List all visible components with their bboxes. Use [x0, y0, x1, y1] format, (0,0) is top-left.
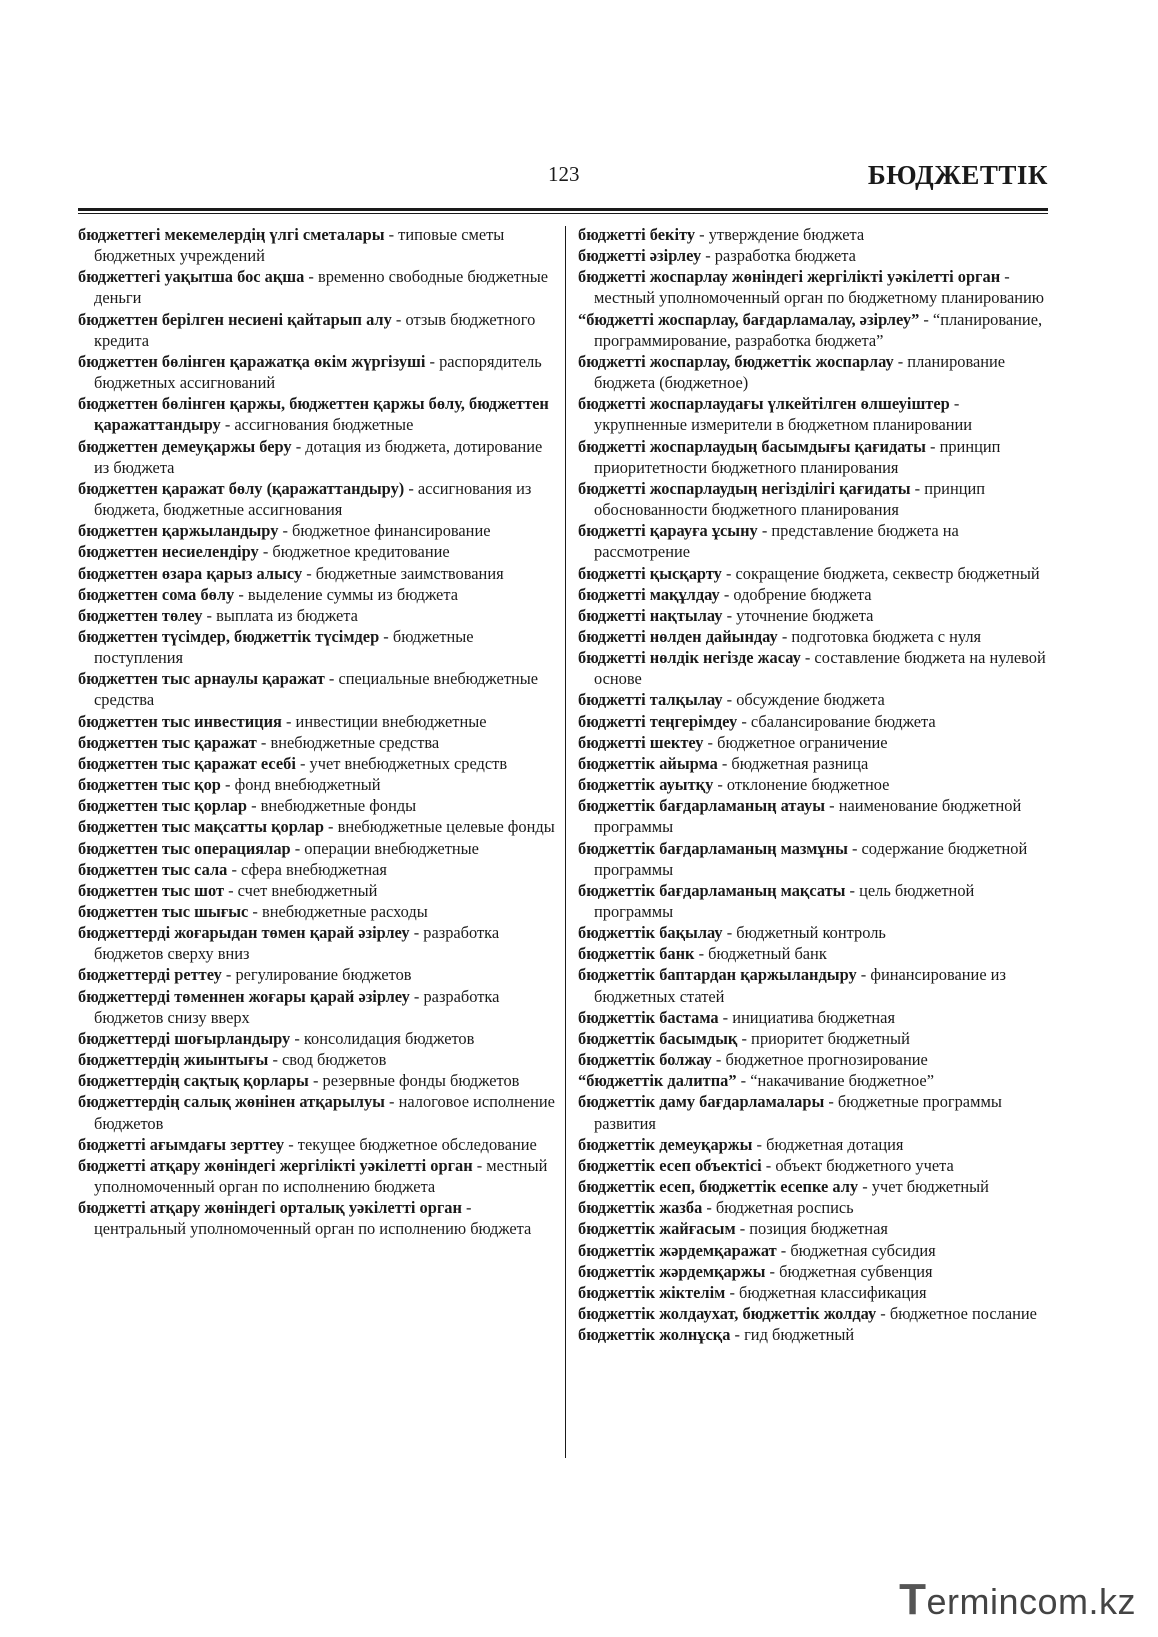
entry-definition: - финансирование из бюджетных статей: [594, 965, 1006, 1006]
header-rule-thin: [78, 213, 1048, 214]
entry-definition: - сфера внебюджетная: [227, 859, 387, 879]
entry-definition: - объект бюджетного учета: [761, 1155, 954, 1175]
entry-term: бюджеттегі мекемелердің үлгі сметалары: [78, 225, 385, 244]
entry-definition: - инвестиции внебюджетные: [281, 711, 487, 731]
entry-term: бюджеттен өзара қарыз алысу: [78, 563, 303, 583]
dictionary-entry: [78, 1155, 556, 1197]
entry-term: бюджеттік жіктелім: [578, 1282, 726, 1302]
dictionary-entry: [578, 943, 1052, 964]
dictionary-entry: [78, 711, 556, 732]
entry-definition: - одобрение бюджета: [719, 584, 872, 604]
entry-definition: - консолидация бюджетов: [290, 1028, 475, 1048]
dictionary-entry: [78, 732, 556, 753]
dictionary-entry: [78, 859, 556, 880]
header-rule-thick: [78, 208, 1048, 211]
entry-term: бюджетті жоспарлаудың негізділігі қағидаты: [578, 478, 911, 498]
dictionary-entry: [78, 1049, 556, 1070]
entry-definition: - внебюджетные фонды: [247, 796, 417, 816]
dictionary-entry: [78, 224, 556, 266]
dictionary-entry: [78, 1134, 556, 1155]
entry-definition: - учет внебюджетных средств: [295, 753, 508, 773]
entry-term: бюджеттен тыс қорлар: [78, 796, 248, 816]
entry-term: бюджеттен тыс мақсатты қорлар: [78, 817, 324, 837]
entry-definition: - бюджетный контроль: [722, 923, 886, 943]
entry-term: бюджеттік жәрдемқаржы: [578, 1261, 766, 1281]
dictionary-entry: [578, 689, 1052, 710]
dictionary-entry: [578, 753, 1052, 774]
entry-term: бюджеттен тыс арнаулы қаражат: [78, 669, 325, 689]
page-number: 123: [548, 162, 580, 186]
entry-term: бюджеттік жазба: [578, 1198, 703, 1218]
entry-definition: - счет внебюджетный: [224, 880, 378, 900]
entry-term: бюджеттік жәрдемқаражат: [578, 1240, 777, 1260]
entry-term: бюджеттен бөлінген қаржы, бюджеттен қаржы бөлу, бюджеттен қаражаттандыру: [78, 394, 549, 435]
entry-term: бюджетті талқылау: [578, 690, 723, 710]
dictionary-entry: [578, 1091, 1052, 1133]
dictionary-entry: [578, 1007, 1052, 1028]
entry-term: бюджеттік демеуқаржы: [578, 1134, 753, 1154]
dictionary-entry: [578, 1028, 1052, 1049]
entry-term: бюджеттерді шоғырландыру: [78, 1028, 291, 1048]
dictionary-entry: [578, 795, 1052, 837]
right-column: [578, 224, 1052, 1345]
entry-term: бюджетті атқару жөніндегі орталық уәкілетті орган: [78, 1198, 462, 1218]
entry-definition: - бюджетное прогнозирование: [711, 1050, 928, 1070]
dictionary-entry: [78, 1197, 556, 1239]
entry-term: бюджеттен тыс қаражат есебі: [78, 753, 296, 773]
entry-definition: - текущее бюджетное обследование: [284, 1134, 537, 1154]
dictionary-entry: [78, 880, 556, 901]
dictionary-entry: [578, 245, 1052, 266]
entry-term: бюджеттік айырма: [578, 753, 718, 773]
entry-term: бюджетті жоспарлаудағы үлкейтілген өлшеуіштер: [578, 394, 950, 414]
dictionary-entry: [578, 224, 1052, 245]
entry-term: бюджеттен тыс инвестиция: [78, 711, 282, 731]
entry-definition: - свод бюджетов: [268, 1050, 387, 1070]
entry-term: бюджеттердің сақтық қорлары: [78, 1071, 309, 1091]
dictionary-entry: [78, 351, 556, 393]
entry-term: бюджеттен сома бөлу: [78, 584, 235, 604]
dictionary-entry: [78, 309, 556, 351]
dictionary-entry: [578, 1303, 1052, 1324]
entry-term: бюджетті атқару жөніндегі жергілікті уәкілетті орган: [78, 1155, 473, 1175]
entry-definition: - бюджетное кредитование: [258, 542, 450, 562]
dictionary-entry: [78, 563, 556, 584]
entry-definition: - распорядитель бюджетных ассигнований: [94, 351, 542, 393]
page-header: [78, 158, 1048, 208]
entry-term: бюджетті нақтылау: [578, 605, 723, 625]
entry-definition: - разработка бюджетов снизу вверх: [94, 986, 500, 1027]
entry-definition: - цель бюджетной программы: [594, 880, 975, 921]
entry-definition: - сокращение бюджета, секвестр бюджетный: [721, 563, 1040, 583]
entry-term: бюджеттегі уақытша бос ақша: [78, 267, 305, 287]
dictionary-entry: [78, 901, 556, 922]
dictionary-entry: [578, 1324, 1052, 1345]
dictionary-entry: [578, 1218, 1052, 1239]
dictionary-entry: [78, 393, 556, 435]
entry-term: бюджеттен тыс шығыс: [78, 902, 249, 921]
entry-term: бюджеттік бағдарламаның мазмұны: [578, 838, 848, 858]
entry-term: бюджеттік банк: [578, 944, 695, 964]
entry-definition: - учет бюджетный: [858, 1177, 989, 1197]
dictionary-entry: [78, 774, 556, 795]
entry-term: бюджетті шектеу: [578, 732, 704, 752]
entry-term: бюджетті әзірлеу: [578, 246, 702, 266]
entry-term: бюджетті жоспарлау жөніндегі жергілікті уәкілетті орган: [578, 267, 1001, 287]
entry-definition: - укрупненные измерители в бюджетном планировании: [594, 394, 973, 435]
entry-term: бюджеттік есеп объектісі: [578, 1155, 762, 1175]
dictionary-entry: [78, 520, 556, 541]
entry-definition: - разработка бюджетов сверху вниз: [94, 923, 500, 964]
entry-definition: - наименование бюджетной программы: [594, 796, 1022, 837]
dictionary-entry: [578, 266, 1052, 308]
entry-term: бюджетті қарауға ұсыну: [578, 521, 758, 541]
entry-term: бюджетті жоспарлау, бюджеттік жоспарлау: [578, 351, 894, 371]
entry-definition: - принцип приоритетности бюджетного планирования: [594, 436, 1001, 477]
entry-term: “бюджеттік далитпа”: [578, 1071, 737, 1091]
entry-definition: - дотация из бюджета, дотирование из бюджета: [94, 436, 543, 477]
entry-definition: - типовые сметы бюджетных учреждений: [94, 225, 505, 266]
entry-term: бюджеттердің жиынтығы: [78, 1050, 269, 1070]
entry-term: бюджеттік есеп, бюджеттік есепке алу: [578, 1177, 859, 1197]
dictionary-entry: [578, 351, 1052, 393]
dictionary-entry: [578, 584, 1052, 605]
dictionary-entry: [78, 986, 556, 1028]
entry-definition: - “накачивание бюджетное”: [736, 1071, 934, 1091]
dictionary-entry: [578, 309, 1052, 351]
left-column: [78, 224, 556, 1240]
entry-definition: - центральный уполномоченный орган по исполнению бюджета: [94, 1198, 532, 1239]
dictionary-entry: [578, 605, 1052, 626]
dictionary-entry: [578, 732, 1052, 753]
watermark-text: ermincom.kz: [926, 1581, 1136, 1622]
dictionary-entry: [78, 668, 556, 710]
dictionary-entry: [578, 436, 1052, 478]
entry-term: бюджеттен тыс шот: [78, 880, 225, 900]
entry-definition: - бюджетные заимствования: [302, 563, 504, 583]
entry-term: бюджеттерді төменнен жоғары қарай әзірлеу: [78, 986, 410, 1006]
entry-term: бюджеттен қаражат бөлу (қаражаттандыру): [78, 478, 405, 498]
dictionary-entry: [578, 626, 1052, 647]
dictionary-entry: [78, 795, 556, 816]
entry-term: бюджеттік жолдаухат, бюджеттік жолдау: [578, 1303, 877, 1323]
dictionary-entry: [578, 1049, 1052, 1070]
column-divider: [565, 226, 566, 1458]
entry-definition: - бюджетные программы развития: [594, 1092, 1002, 1133]
entry-definition: - бюджетное послание: [876, 1303, 1037, 1323]
entry-definition: - отклонение бюджетное: [713, 775, 890, 795]
entry-definition: - местный уполномоченный орган по исполнению бюджета: [94, 1155, 548, 1197]
entry-term: бюджеттік болжау: [578, 1050, 712, 1070]
entry-definition: - бюджетное финансирование: [278, 521, 491, 541]
dictionary-entry: [78, 1091, 556, 1133]
entry-term: бюджеттен түсімдер, бюджеттік түсімдер: [78, 626, 380, 646]
entry-term: бюджеттен берілген несиені қайтарып алу: [78, 309, 392, 329]
entry-term: бюджетті нөлден дайындау: [578, 626, 778, 646]
entry-term: бюджеттен тыс қаражат: [78, 732, 257, 752]
entry-term: бюджеттік бағдарламаның мақсаты: [578, 880, 846, 900]
entry-term: бюджеттердің салық жөнінен атқарылуы: [78, 1092, 385, 1112]
entry-definition: - бюджетная разница: [717, 753, 869, 773]
entry-definition: - содержание бюджетной программы: [594, 838, 1028, 879]
dictionary-entry: [78, 1028, 556, 1049]
dictionary-entry: [78, 541, 556, 562]
entry-definition: - фонд внебюджетный: [220, 775, 381, 795]
entry-definition: - отзыв бюджетного кредита: [94, 309, 536, 350]
entry-term: бюджеттік бағдарламаның атауы: [578, 796, 826, 816]
entry-definition: - местный уполномоченный орган по бюджетному планированию: [594, 267, 1045, 308]
entry-definition: - обсуждение бюджета: [722, 690, 885, 710]
entry-term: бюджеттерді жоғарыдан төмен қарай әзірлеу: [78, 923, 410, 943]
entry-definition: - бюджетные поступления: [94, 626, 474, 668]
entry-definition: - бюджетная субсидия: [776, 1240, 936, 1260]
dictionary-entry: [578, 880, 1052, 922]
dictionary-entry: [78, 266, 556, 308]
dictionary-entry: [78, 964, 556, 985]
entry-term: бюджеттік жайғасым: [578, 1219, 736, 1239]
entry-definition: - позиция бюджетная: [735, 1219, 888, 1239]
entry-definition: - резервные фонды бюджетов: [308, 1071, 520, 1091]
dictionary-entry: [578, 478, 1052, 520]
entry-term: бюджеттік жолнұсқа: [578, 1325, 731, 1345]
entry-term: бюджетті теңгерімдеу: [578, 711, 738, 731]
entry-term: бюджеттік ауытқу: [578, 775, 714, 795]
entry-term: бюджеттік басымдық: [578, 1028, 738, 1048]
entry-term: бюджеттік бақылау: [578, 923, 723, 943]
entry-term: бюджеттен тыс операциялар: [78, 838, 291, 858]
entry-term: бюджеттерді реттеу: [78, 965, 222, 985]
entry-definition: - бюджетная дотация: [752, 1134, 904, 1154]
entry-term: бюджеттік баптардан қаржыландыру: [578, 965, 857, 985]
dictionary-entry: [578, 1261, 1052, 1282]
entry-definition: - представление бюджета на рассмотрение: [594, 521, 959, 562]
dictionary-entry: [578, 1176, 1052, 1197]
entry-definition: - принцип обоснованности бюджетного планирования: [594, 478, 986, 520]
dictionary-entry: [78, 816, 556, 837]
entry-definition: - налоговое исполнение бюджетов: [94, 1092, 555, 1133]
entry-definition: - уточнение бюджета: [722, 605, 874, 625]
dictionary-entry: [578, 774, 1052, 795]
entry-term: бюджеттен тыс қор: [78, 775, 221, 795]
entry-definition: - бюджетная субвенция: [765, 1261, 933, 1281]
dictionary-entry: [78, 436, 556, 478]
entry-definition: - составление бюджета на нулевой основе: [594, 648, 1046, 689]
entry-definition: - внебюджетные средства: [256, 732, 440, 752]
dictionary-entry: [578, 1070, 1052, 1091]
dictionary-entry: [578, 1282, 1052, 1303]
entry-definition: - операции внебюджетные: [290, 838, 479, 858]
dictionary-entry: [78, 922, 556, 964]
dictionary-entry: [578, 922, 1052, 943]
entry-definition: - бюджетная роспись: [702, 1198, 854, 1218]
entry-term: бюджеттен тыс сала: [78, 859, 228, 879]
entry-definition: - выделение суммы из бюджета: [234, 584, 458, 604]
dictionary-entry: [578, 1155, 1052, 1176]
dictionary-entry: [78, 753, 556, 774]
dictionary-entry: [78, 584, 556, 605]
entry-definition: - бюджетный банк: [694, 944, 827, 964]
entry-definition: - приоритет бюджетный: [737, 1028, 910, 1048]
entry-definition: - внебюджетные расходы: [248, 902, 428, 921]
dictionary-entry: [578, 964, 1052, 1006]
running-head: БЮДЖЕТТІК: [867, 160, 1048, 190]
entry-definition: - специальные внебюджетные средства: [94, 669, 539, 710]
entry-term: бюджеттен несиелендіру: [78, 542, 259, 562]
dictionary-entry: [578, 647, 1052, 689]
entry-term: бюджетті қысқарту: [578, 563, 722, 583]
dictionary-entry: [78, 605, 556, 626]
watermark-first-letter: T: [899, 1575, 927, 1624]
dictionary-entry: [578, 1134, 1052, 1155]
dictionary-entry: [78, 626, 556, 668]
entry-term: “бюджетті жоспарлау, бағдарламалау, әзірлеу”: [578, 309, 920, 329]
watermark-logo: [899, 1575, 1136, 1625]
dictionary-entry: [78, 478, 556, 520]
entry-definition: - бюджетная классификация: [725, 1282, 927, 1302]
entry-term: бюджеттік даму бағдарламалары: [578, 1092, 825, 1112]
dictionary-entry: [78, 838, 556, 859]
entry-definition: - внебюджетные целевые фонды: [323, 817, 555, 837]
entry-term: бюджетті ағымдағы зерттеу: [78, 1134, 285, 1154]
entry-term: бюджеттен төлеу: [78, 605, 203, 625]
entry-definition: - разработка бюджета: [701, 246, 856, 266]
dictionary-entry: [578, 711, 1052, 732]
entry-term: бюджетті жоспарлаудың басымдығы қағидаты: [578, 436, 926, 456]
entry-term: бюджетті нөлдік негізде жасау: [578, 648, 801, 668]
dictionary-entry: [578, 393, 1052, 435]
dictionary-entry: [578, 1240, 1052, 1261]
entry-term: бюджетті мақұлдау: [578, 584, 720, 604]
entry-definition: - подготовка бюджета с нуля: [777, 626, 982, 646]
entry-definition: - утверждение бюджета: [695, 225, 865, 244]
entry-definition: - выплата из бюджета: [202, 605, 358, 625]
entry-definition: - гид бюджетный: [730, 1325, 855, 1345]
dictionary-entry: [78, 1070, 556, 1091]
dictionary-entry: [578, 563, 1052, 584]
entry-term: бюджеттен бөлінген қаражатқа өкім жүргізуші: [78, 351, 426, 371]
entry-definition: - “планирование, программирование, разработка бюджета”: [594, 309, 1043, 350]
dictionary-entry: [578, 520, 1052, 562]
entry-definition: - ассигнования бюджетные: [220, 415, 414, 435]
entry-definition: - инициатива бюджетная: [718, 1007, 895, 1027]
dictionary-entry: [578, 838, 1052, 880]
dictionary-entry: [578, 1197, 1052, 1218]
entry-definition: - ассигнования из бюджета, бюджетные ассигнования: [94, 478, 532, 520]
entry-definition: - сбалансирование бюджета: [737, 711, 936, 731]
entry-term: бюджеттік бастама: [578, 1007, 719, 1027]
entry-definition: - временно свободные бюджетные деньги: [94, 267, 549, 308]
entry-term: бюджетті бекіту: [578, 225, 696, 244]
entry-definition: - планирование бюджета (бюджетное): [594, 351, 1006, 393]
entry-term: бюджеттен қаржыландыру: [78, 521, 279, 541]
entry-term: бюджеттен демеуқаржы беру: [78, 436, 292, 456]
entry-definition: - бюджетное ограничение: [703, 732, 888, 752]
entry-definition: - регулирование бюджетов: [221, 965, 412, 985]
